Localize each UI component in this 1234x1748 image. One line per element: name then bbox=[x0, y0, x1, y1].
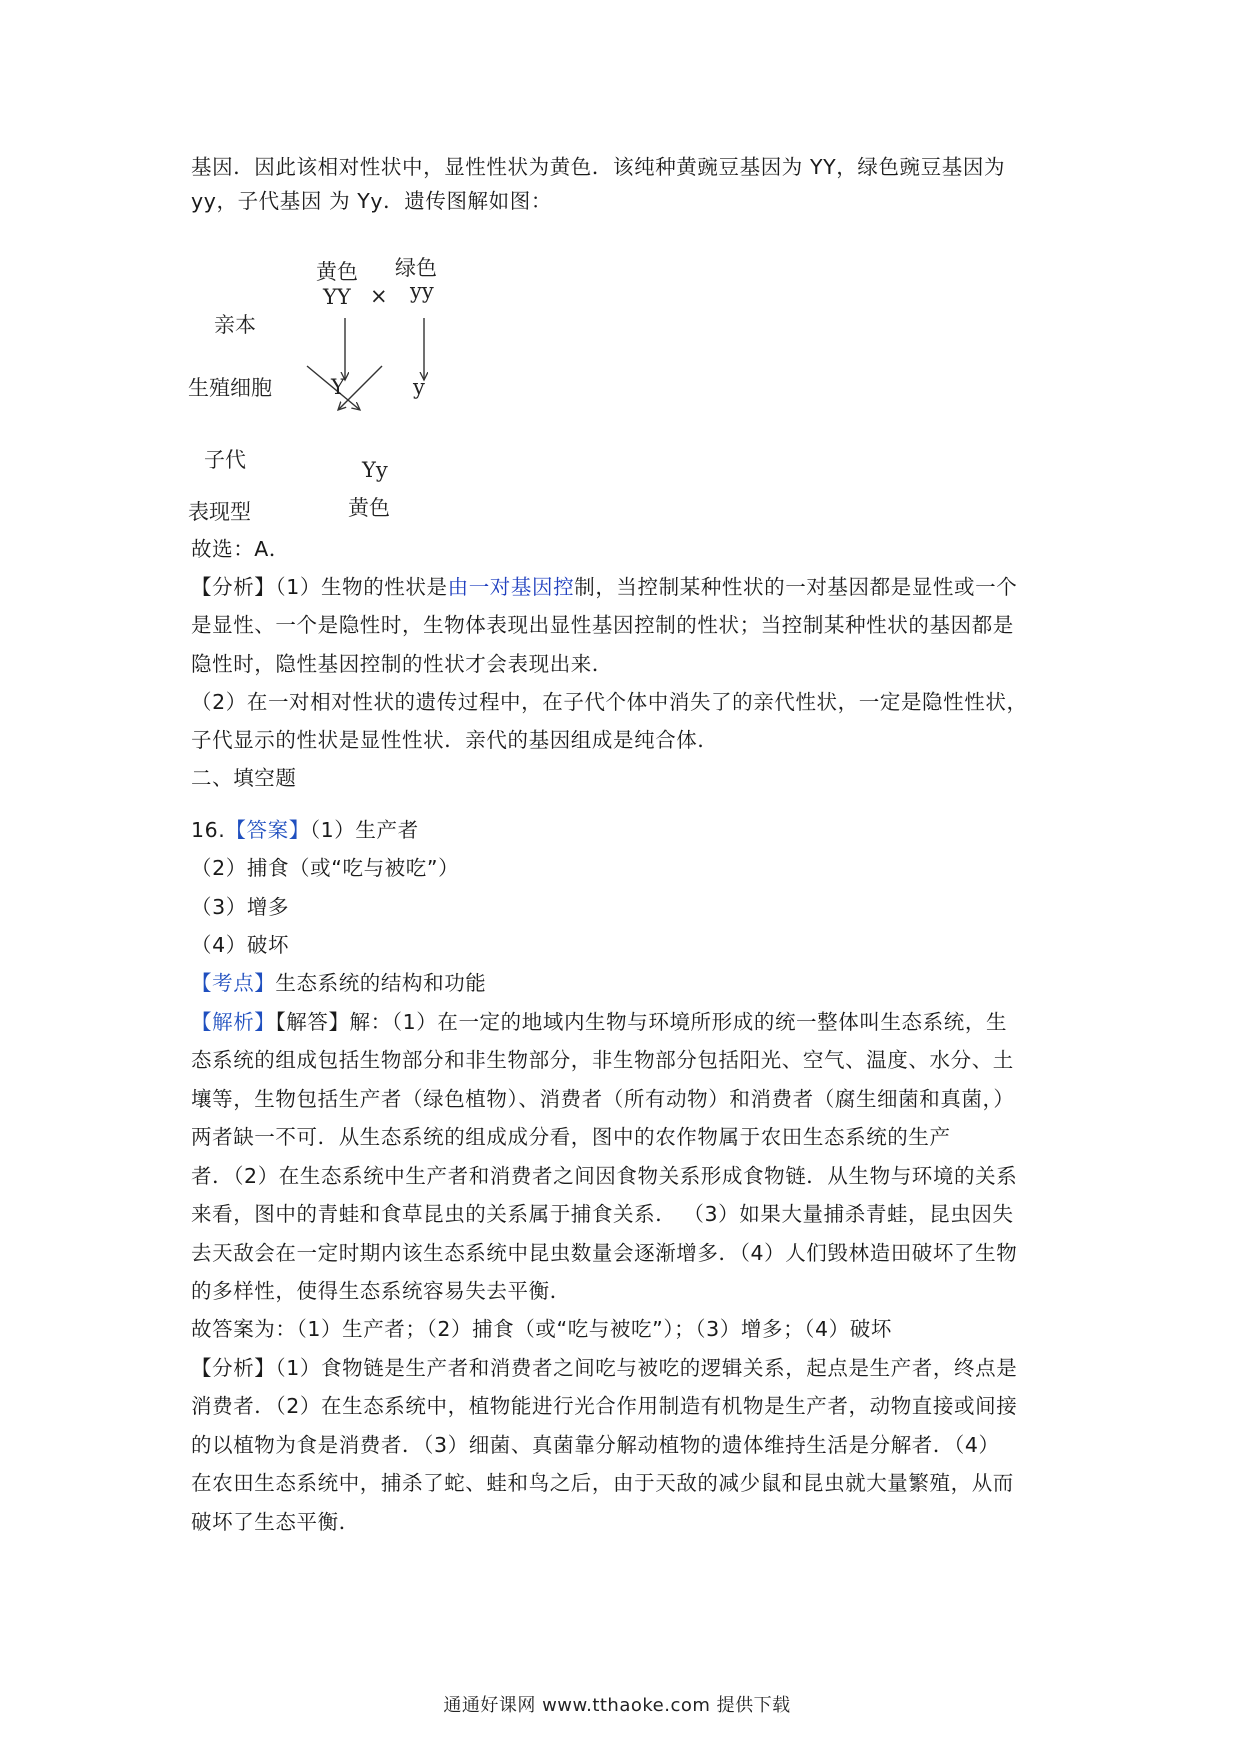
section-heading: 二、填空题 bbox=[191, 766, 297, 790]
row-label-gamete: 生殖细胞 bbox=[188, 376, 272, 400]
paragraph-line: 【分析】（1）食物链是生产者和消费者之间吃与被吃的逻辑关系，起点是生产者，终点是 bbox=[191, 1356, 1018, 1380]
paragraph-line: （4）破坏 bbox=[191, 933, 290, 957]
paragraph-line: （2）在一对相对性状的遗传过程中，在子代个体中消失了的亲代性状，一定是隐性性状， bbox=[191, 690, 1028, 714]
paragraph-line: （2）捕食（或“吃与被吃”） bbox=[191, 856, 460, 880]
paragraph-line: 故选：A． bbox=[191, 537, 291, 561]
question-number: 16. bbox=[191, 818, 226, 842]
paragraph-line: 【考点】生态系统的结构和功能 bbox=[191, 971, 487, 995]
paragraph-line: 【解析】【解答】解：（1）在一定的地域内生物与环境所形成的统一整体叫生态系统，生 bbox=[191, 1010, 1008, 1034]
paragraph-line: 16.【答案】（1）生产者 bbox=[191, 818, 419, 842]
paragraph-line: 消费者．（2）在生态系统中，植物能进行光合作用制造有机物是生产者，动物直接或间接 bbox=[191, 1394, 1018, 1418]
paragraph-line: 隐性时，隐性基因控制的性状才会表现出来． bbox=[191, 652, 613, 676]
paragraph-line: 者．（2）在生态系统中生产者和消费者之间因食物关系形成食物链．从生物与环境的关系 bbox=[191, 1164, 1018, 1188]
offspring-genotype: Yy bbox=[362, 458, 388, 482]
gamete1: Y bbox=[331, 375, 345, 399]
paragraph-line: 来看，图中的青蛙和食草昆虫的关系属于捕食关系． （3）如果大量捕杀青蛙，昆虫因失 bbox=[191, 1202, 1014, 1226]
paragraph-line: 去天敌会在一定时期内该生态系统中昆虫数量会逐渐增多．（4）人们毁林造田破坏了生物 bbox=[191, 1241, 1018, 1265]
paragraph-line: 的以植物为食是消费者．（3）细菌、真菌靠分解动植物的遗体维持生活是分解者．（4） bbox=[191, 1433, 1000, 1457]
paragraph-line: 壤等，生物包括生产者（绿色植物）、消费者（所有动物）和消费者（腐生细菌和真菌，） bbox=[191, 1087, 1015, 1111]
paragraph-line: yy，子代基因 为 Yy．遗传图解如图： bbox=[191, 189, 552, 213]
section-tag-answer: 【答案】 bbox=[225, 818, 310, 842]
offspring-phenotype: 黄色 bbox=[348, 496, 390, 520]
row-label-parent: 亲本 bbox=[214, 313, 256, 337]
paragraph-line: 子代显示的性状是显性性状．亲代的基因组成是纯合体． bbox=[191, 728, 719, 752]
parent1-phenotype: 黄色 bbox=[316, 260, 358, 284]
section-tag-topic: 【考点】 bbox=[191, 971, 276, 995]
paragraph-line: 【分析】（1）生物的性状是由一对基因控制，当控制某种性状的一对基因都是显性或一个 bbox=[191, 575, 1018, 599]
paragraph-line: 两者缺一不可．从生态系统的组成成分看，图中的农作物属于农田生态系统的生产 bbox=[191, 1125, 951, 1149]
paragraph-line: （3）增多 bbox=[191, 895, 290, 919]
paragraph-line: 破坏了生态平衡． bbox=[191, 1510, 360, 1534]
parent2-phenotype: 绿色 bbox=[395, 256, 437, 280]
row-label-phenotype: 表现型 bbox=[188, 500, 251, 524]
cross-symbol: × bbox=[370, 284, 388, 308]
paragraph-line: 故答案为：（1）生产者；（2）捕食（或“吃与被吃”）；（3）增多；（4）破坏 bbox=[191, 1317, 892, 1341]
paragraph-line: 态系统的组成包括生物部分和非生物部分，非生物部分包括阳光、空气、温度、水分、土 bbox=[191, 1048, 1014, 1072]
genetic-cross-diagram bbox=[180, 256, 540, 532]
hyperlink-text[interactable]: 由一对基因控 bbox=[447, 575, 575, 599]
paragraph-line: 的多样性，使得生态系统容易失去平衡． bbox=[191, 1279, 571, 1303]
paragraph-line: 在农田生态系统中，捕杀了蛇、蛙和鸟之后，由于天敌的减少鼠和昆虫就大量繁殖，从而 bbox=[191, 1471, 1014, 1495]
row-label-offspring: 子代 bbox=[204, 448, 246, 472]
parent1-genotype: YY bbox=[323, 285, 351, 309]
section-tag-analysis: 【分析】 bbox=[191, 1356, 276, 1380]
section-tag-analysis: 【分析】 bbox=[191, 575, 276, 599]
paragraph-line: 基因．因此该相对性状中，显性性状为黄色．该纯种黄豌豆基因为 YY，绿色豌豆基因为 bbox=[191, 155, 1006, 179]
parent2-genotype: yy bbox=[410, 279, 434, 303]
paragraph-line: 是显性、一个是隐性时，生物体表现出显性基因控制的性状；当控制某种性状的基因都是 bbox=[191, 613, 1014, 637]
gamete2: y bbox=[413, 375, 425, 399]
page-footer: 通通好课网 www.tthaoke.com 提供下载 bbox=[443, 1695, 791, 1716]
section-tag-explanation: 【解析】 bbox=[191, 1010, 276, 1034]
